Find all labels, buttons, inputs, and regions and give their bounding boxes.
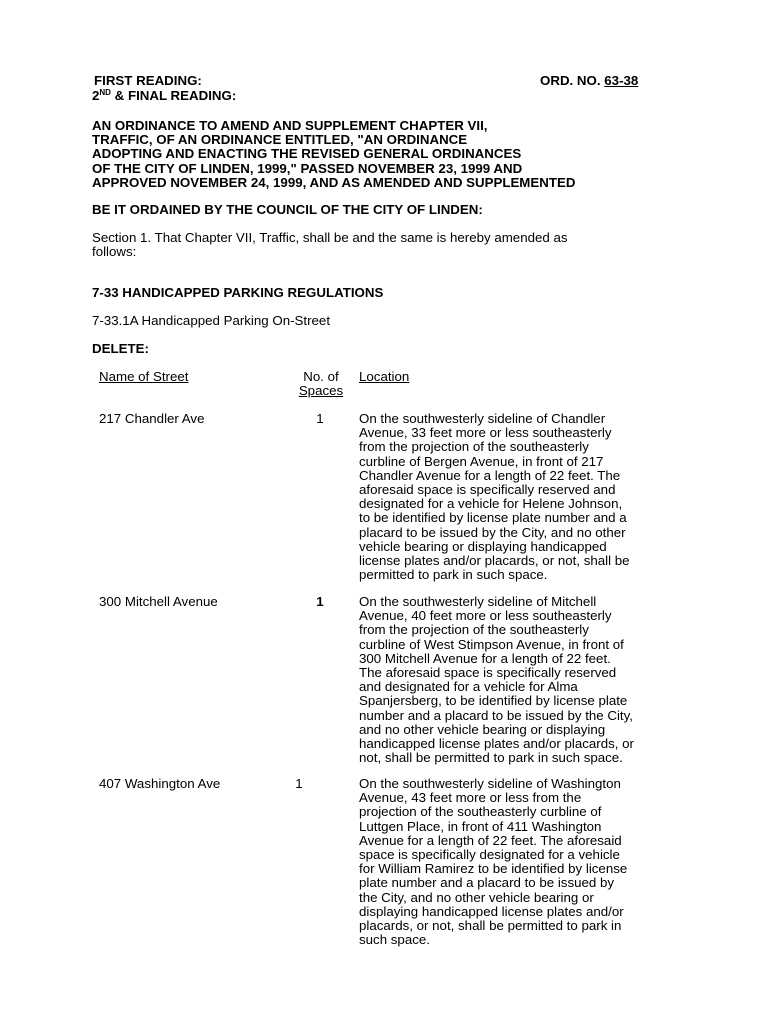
- action-label: DELETE:: [92, 341, 149, 356]
- column-header-spaces-line2: Spaces: [298, 383, 344, 399]
- table-row-location: On the southwesterly sideline of Washington Avenue, 43 feet more or less from the projection of the southeasterly curbline of Luttgen Place, in front of 411 Washington Avenue for a length of 22 feet. The aforesaid space is specifically designated for a vehicle for William Ramirez to be identified by license plate number and a placard to be issued by the City, and no other vehicle bearing or displaying handicapped license plates and/or placards, or not, shall be permitted to park in such space.: [359, 776, 628, 948]
- column-header-spaces-line1: No. of: [303, 369, 339, 384]
- ordinance-title: AN ORDINANCE TO AMEND AND SUPPLEMENT CHAPTER VII, TRAFFIC, OF AN ORDINANCE ENTITLED, "AN ORDINANCE ADOPTING AND ENACTING THE REVISED GENERAL ORDINANCES OF THE CITY OF LINDEN, 1999," PASSED NOVEMBER 23, 1999 AND APPROVED NOVEMBER 24, 1999, AND AS AMENDED AND SUPPLEMENTED: [92, 118, 576, 190]
- section-1-text: Section 1. That Chapter VII, Traffic, shall be and the same is hereby amended as follows:: [92, 230, 568, 260]
- ordinance-number: [540, 74, 638, 88]
- table-row-spaces: 1: [316, 594, 324, 609]
- column-header-spaces: [294, 370, 348, 398]
- column-header-street: Name of Street: [99, 369, 189, 384]
- table-row-location: On the southwesterly sideline of Chandler Avenue, 33 feet more or less southeasterly from the projection of the southeasterly curbline of Bergen Avenue, in front of 217 Chandler Avenue for a length of 22 feet. The aforesaid space is specifically reserved and designated for a vehicle for Helene Johnson, to be identified by license plate number and a placard to be issued by the City, and no other vehicle bearing or displaying handicapped license plates and/or placards, or not, shall be permitted to park in such space.: [359, 411, 630, 583]
- table-row-street: 407 Washington Ave: [99, 776, 221, 791]
- table-row-street: 217 Chandler Ave: [99, 411, 205, 426]
- table-row-spaces: 1: [295, 776, 303, 791]
- regulation-heading: 7-33 HANDICAPPED PARKING REGULATIONS: [92, 285, 384, 300]
- second-reading-number: 2: [92, 88, 100, 103]
- second-reading-label: [92, 89, 236, 103]
- table-row-street: 300 Mitchell Avenue: [99, 594, 218, 609]
- second-reading-text: & FINAL READING:: [110, 88, 237, 103]
- column-header-location: Location: [359, 369, 410, 384]
- ordinance-number-value: 63-38: [604, 73, 639, 88]
- ordained-clause: BE IT ORDAINED BY THE COUNCIL OF THE CITY OF LINDEN:: [92, 202, 483, 217]
- ordinance-number-label: ORD. NO.: [540, 73, 605, 88]
- first-reading-label: FIRST READING:: [94, 73, 202, 88]
- table-row-spaces: 1: [316, 411, 324, 426]
- regulation-subheading: 7-33.1A Handicapped Parking On-Street: [92, 313, 331, 328]
- table-row-location: On the southwesterly sideline of Mitchell Avenue, 40 feet more or less southeasterly from the projection of the southeasterly curbline of West Stimpson Avenue, in front of 300 Mitchell Avenue for a length of 22 feet. The aforesaid space is specifically reserved and designated for a vehicle for Alma Spanjersberg, to be identified by license plate number and a placard to be issued by the City, and no other vehicle bearing or displaying handicapped license plates and/or placards, or not, shall be permitted to park in such space.: [359, 594, 634, 766]
- second-reading-suffix: ND: [99, 88, 111, 97]
